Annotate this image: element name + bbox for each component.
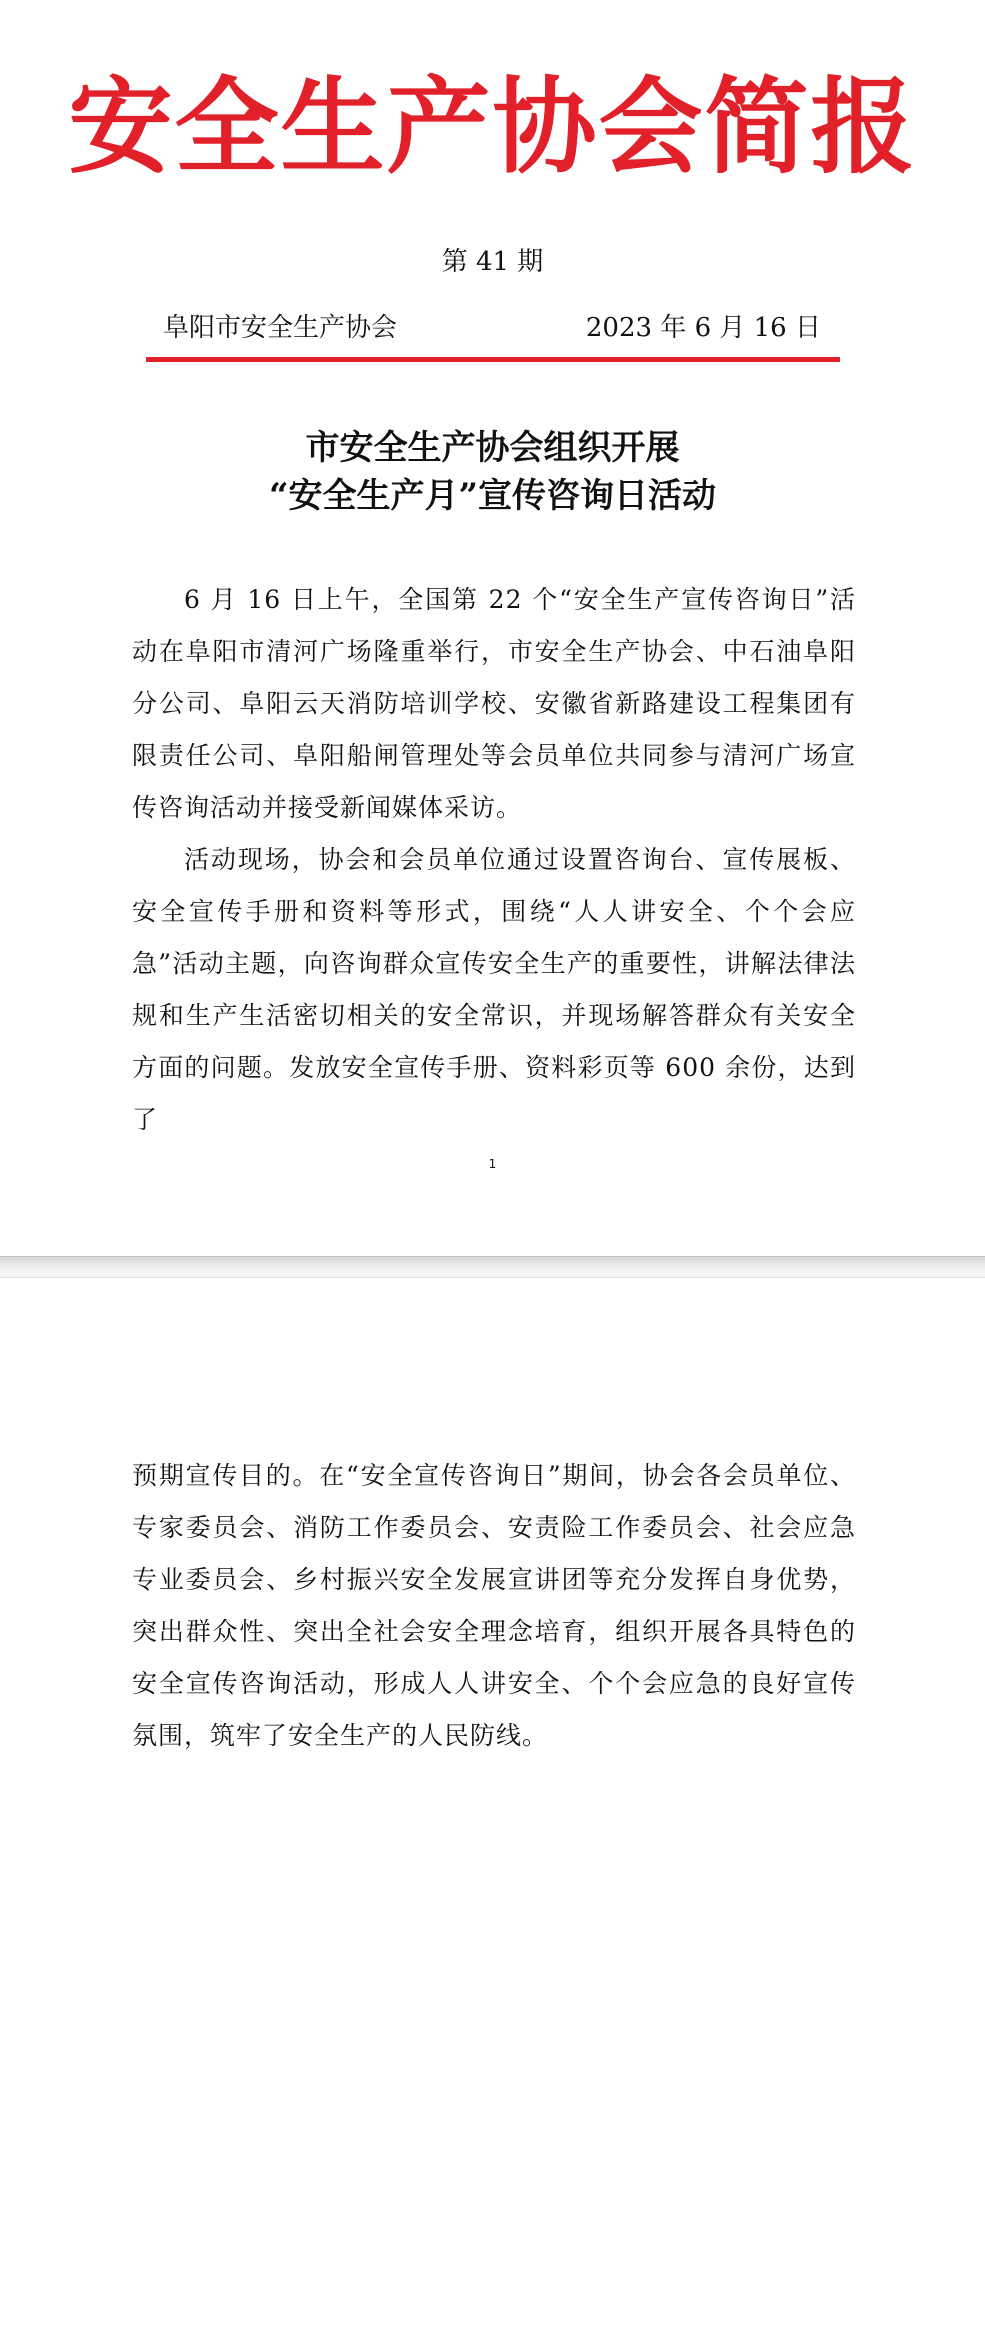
masthead-divider-rule [146,357,840,362]
article-paragraph-2: 活动现场，协会和会员单位通过设置咨询台、宣传展板、安全宣传手册和资料等形式，围绕“人人讲安全、个个会应急”活动主题，向咨询群众宣传安全生产的重要性，讲解法律法规和生产生活密切相关的安全常识，并现场解答群众有关安全方面的问题。发放安全宣传手册、资料彩页等 600 余份，达到了 [132,845,856,1134]
issue-number: 第 41 期 [441,247,544,277]
newsletter-masthead-title: 安全生产协会简报 [68,66,917,188]
article-paragraph-1: 6 月 16 日上午，全国第 22 个“安全生产宣传咨询日”活动在阜阳市清河广场隆重举行，市安全生产协会、中石油阜阳分公司、阜阳云天消防培训学校、安徽省新路建设工程集团有限责任公司、阜阳船闸管理处等会员单位共同参与清河广场宣传咨询活动并接受新闻媒体采访。 [132,585,856,822]
page-separator [0,1256,985,1278]
article-paragraph-3: 预期宣传目的。在“安全宣传咨询日”期间，协会各会员单位、专家委员会、消防工作委员会、安责险工作委员会、社会应急专业委员会、乡村振兴安全发展宣讲团等充分发挥自身优势，突出群众性、突出全社会安全理念培育，组织开展各具特色的安全宣传咨询活动，形成人人讲安全、个个会应急的良好宣传氛围，筑牢了安全生产的人民防线。 [132,1461,856,1750]
article-title-line-1: 市安全生产协会组织开展 [305,428,680,468]
publisher-organization: 阜阳市安全生产协会 [163,313,398,343]
page-number: 1 [488,1157,497,1171]
article-title-line-2: “安全生产月”宣传咨询日活动 [268,476,717,516]
publication-date: 2023 年 6 月 16 日 [585,313,821,343]
document-page-2 [0,1278,985,2329]
